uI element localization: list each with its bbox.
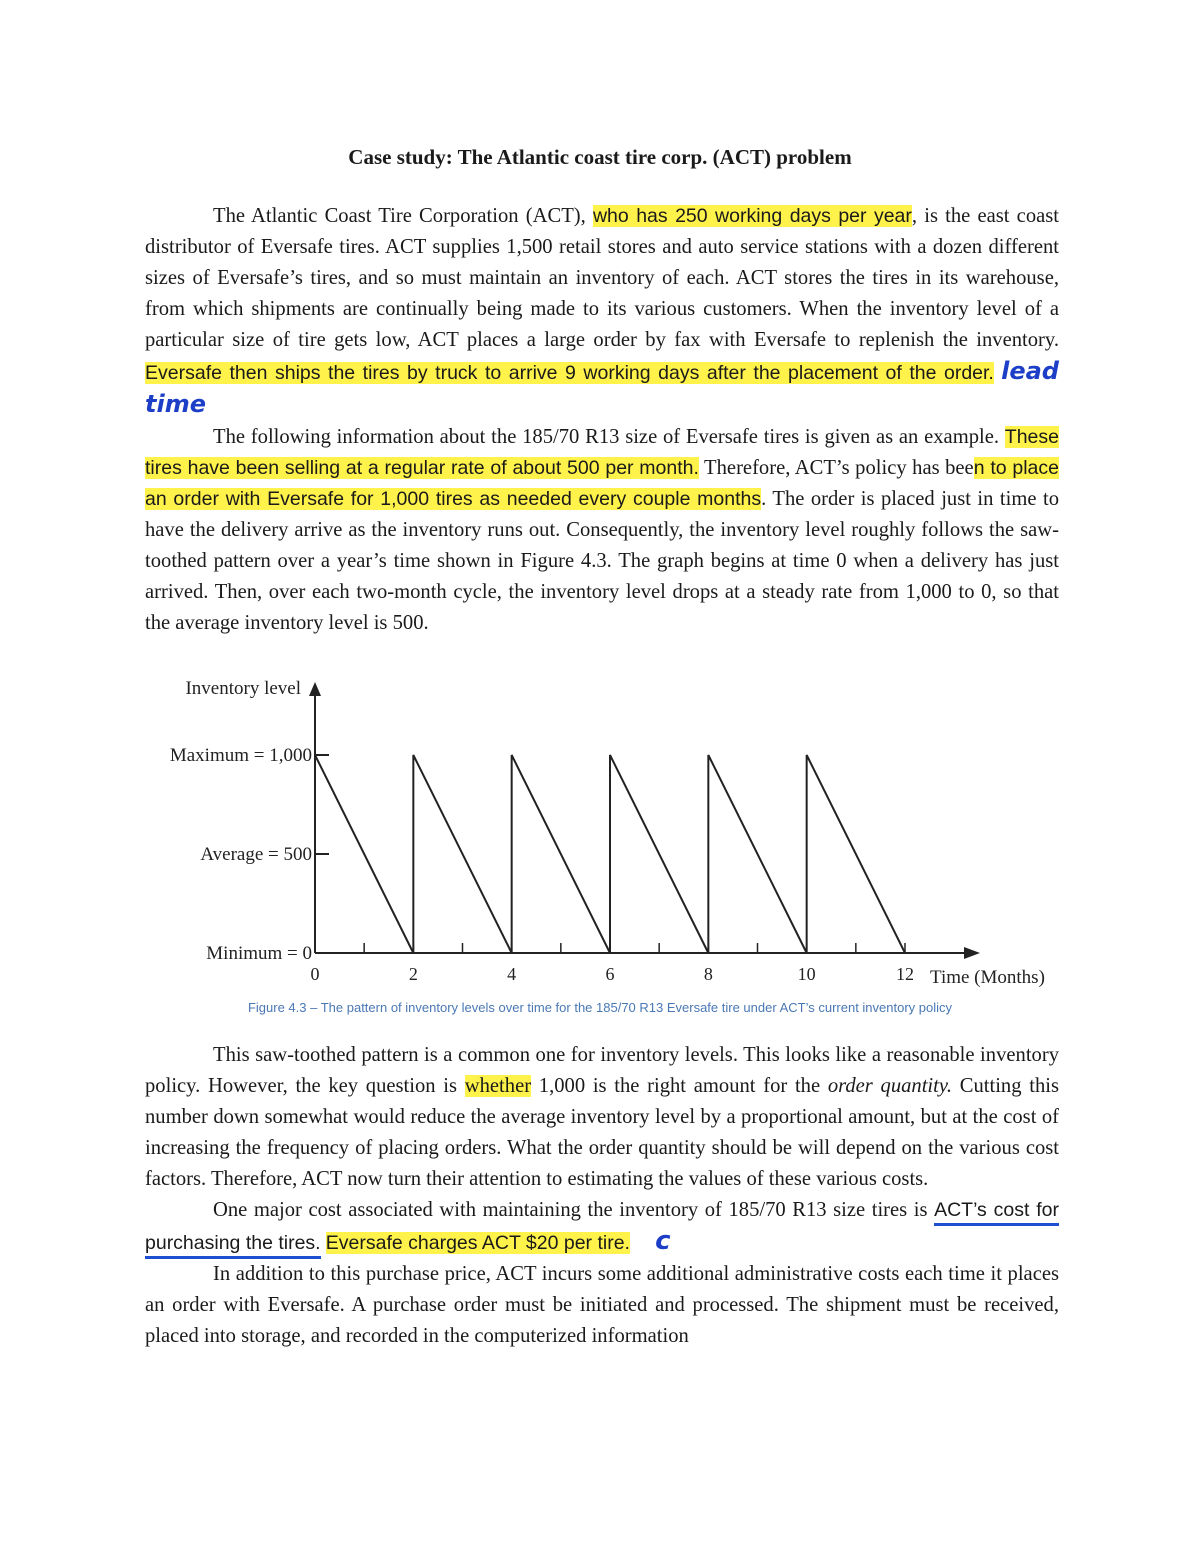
paragraph-5: [145, 1259, 1059, 1352]
x-tick-label: 6: [605, 964, 615, 984]
y-axis-arrow: [309, 682, 321, 696]
p1-text-a: The Atlantic Coast Tire Corporation (ACT),: [213, 205, 593, 227]
inventory-sawtooth-line: [315, 755, 905, 953]
x-tick-label: 12: [896, 964, 914, 984]
x-axis-label: Time (Months): [930, 967, 1045, 988]
figure-caption: Figure 4.3 – The pattern of inventory levels over time for the 185/70 R13 Eversafe tire under ACT’s current inventory policy: [247, 1000, 953, 1015]
highlight-price-per-tire: Eversafe charges ACT $20 per tire.: [325, 1232, 630, 1254]
paragraph-4: [145, 1195, 1059, 1259]
inventory-chart: [140, 670, 1070, 995]
handwritten-annotation-c: c: [655, 1226, 671, 1256]
x-tick-label: 2: [408, 964, 418, 984]
highlight-lead-time: Eversafe then ships the tires by truck to arrive 9 working days after the placement of the order.: [145, 362, 994, 384]
p3-text-a: This saw-toothed pattern is a common one for inventory levels. This looks like a reasonable inventory policy. However, the key question is: [145, 1044, 1059, 1097]
y-tick-label: Minimum = 0: [206, 943, 312, 964]
p2-text-a: The following information about the 185/70 R13 size of Eversafe tires is given as an example.: [213, 426, 1005, 448]
highlight-selling-rate: These tires have been selling at a regular rate of about 500 per month.: [145, 426, 1059, 479]
p3-text-c: Cutting this number down somewhat would reduce the average inventory level by a proportional amount, but at the cost of increasing the frequency of placing orders. What the order quantity should be will depend on the various cost factors. Therefore, ACT now turn their attention to estimating the values of these various costs.: [145, 1075, 1059, 1190]
highlight-working-days: who has 250 working days per year: [592, 205, 912, 227]
p4-text-a: One major cost associated with maintaining the inventory of 185/70 R13 size tires is: [213, 1199, 935, 1221]
p2-text-c: . The order is placed just in time to have the delivery arrive as the inventory runs out. Consequently, the inventory level roughly follows the saw-toothed pattern over a year’s time shown in Figure 4.3. The graph begins at time 0 when a delivery has just arrived. Then, over each two-month cycle, the inventory level drops at a steady rate from 1,000 to 0, so that the average inventory level is 500.: [145, 488, 1059, 634]
p3-text-b: 1,000 is the right amount for the: [531, 1075, 828, 1097]
paragraph-discussion: [145, 1040, 1059, 1352]
paragraph-intro: [145, 201, 1059, 639]
p3-italic-order-quantity: order quantity.: [827, 1075, 953, 1097]
highlight-whether: whether: [464, 1075, 532, 1097]
p5-text-a: In addition to this purchase price, ACT incurs some additional administrative costs each time it places an order with Eversafe. A purchase order must be initiated and processed. The shipment must be received, placed into storage, and recorded in the computerized information: [145, 1263, 1059, 1347]
p1-text-b: , is the east coast distributor of Eversafe tires. ACT supplies 1,500 retail stores and auto service stations with a dozen different sizes of Eversafe’s tires, and so must maintain an inventory of each. ACT stores the tires in its warehouse, from which shipments are continually being made to its various customers. When the inventory level of a particular size of tire gets low, ACT places a large order by fax with Eversafe to replenish the inventory.: [145, 205, 1059, 351]
x-tick-label: 0: [310, 964, 320, 984]
underline-purchase-cost: ACT’s cost for purchasing the tires.: [145, 1199, 1059, 1259]
x-tick-label: 8: [703, 964, 713, 984]
y-axis-label: Inventory level: [185, 678, 301, 699]
x-axis-arrow: [964, 947, 980, 959]
paragraph-1: [145, 201, 1059, 422]
paragraph-2: [145, 422, 1059, 639]
x-tick-label: 10: [797, 964, 816, 984]
paragraph-3: [145, 1040, 1059, 1195]
page-title: Case study: The Atlantic coast tire corp. (ACT) problem: [348, 145, 852, 169]
handwritten-annotation-lead-time: lead time: [145, 357, 1059, 418]
highlight-order-policy: n to place an order with Eversafe for 1,000 tires as needed every couple months: [145, 457, 1059, 510]
x-tick-label: 4: [507, 964, 517, 984]
p2-text-b: Therefore, ACT’s policy has bee: [698, 457, 974, 479]
y-tick-label: Maximum = 1,000: [169, 745, 312, 766]
y-tick-label: Average = 500: [200, 844, 312, 865]
